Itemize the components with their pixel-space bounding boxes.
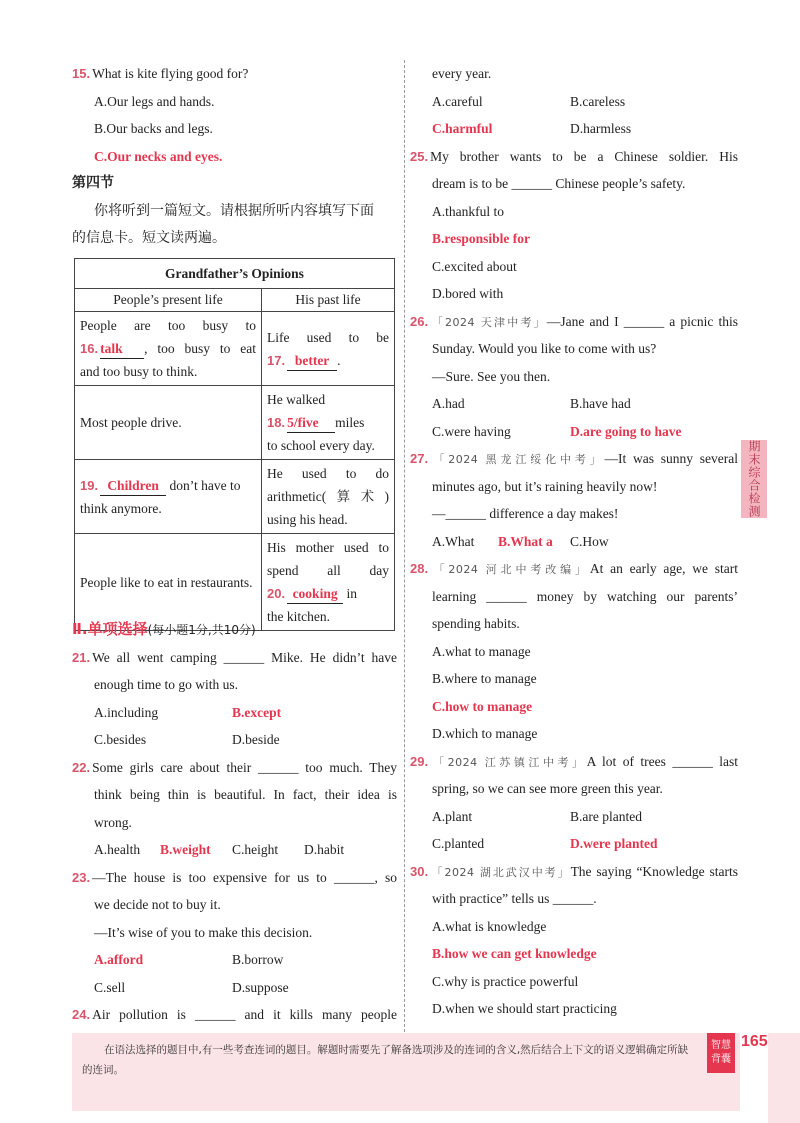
right-column: every year. A.careful B.careless C.harmful D.harmless 25. My brother wants to be a Chinese soldier. His dream is to be ______ Chinese people’s safety. A.thankful to B.responsible for C.excited about D.bored with 26. 「2024 天津中考」—Jane and I ______ a picnic this Sunday. Would you like to come with us? —Sure. See you then. A.had B.have had C.were having D.are going to have 27. 「2024 黑龙江绥化中考」—It was sunny several minutes ago, but it’s raining heavily now! —______ difference a day makes! A.What B.What a C.How 28. 「2024 河北中考改编」At an early age, we start learning ______ money by watching our parents’ spending habits. A.what to manage B.where to manage C.how to manage D.which to manage 29. 「2024 江苏镇江中考」A lot of trees ______ last spring, so we can see more green this year. A.plant B.are planted C.planted D.were planted 30. 「2024 湖北武汉中考」The saying “Knowledge starts with practice” tells us ______. A.what is knowledge B.how we can get knowledge C.why is practice powerful D.when we should start practicing [410,66,739,1016]
q27-options: A.What B.What a C.How [432,533,609,549]
info-card-table [74,258,395,631]
q22-options: A.health B.weight C.height D.habit [94,842,345,857]
question-26: 26. 「2024 天津中考」—Jane and I ______ a picnic this [410,313,738,329]
table-header-past: His past life [262,289,395,312]
question-27: 27. 「2024 黑龙江绥化中考」—It was sunny several [410,451,738,466]
answer-17: better [287,352,337,371]
question-15: 15. What is kite flying good for? [72,66,249,81]
table-cell: Most people drive. [75,386,262,460]
question-24: 24. Air pollution is ______ and it kills many people [72,1007,397,1022]
question-30: 30. 「2024 湖北武汉中考」The saying “Knowledge starts [410,863,738,879]
table-title: Grandfather’s Opinions [75,259,395,289]
question-22: 22. Some girls care about their ______ too much. They [72,759,397,775]
q15-option-b: B.Our backs and legs. [94,121,213,136]
q23-options: A.afford B.borrow [94,952,284,967]
section-2-header: Ⅱ.单项选择(每小题1分,共10分) [72,620,256,638]
question-29: 29. 「2024 江苏镇江中考」A lot of trees ______ last [410,753,739,769]
table-cell: People like to eat in restaurants. [75,534,262,631]
answer-16: talk [100,340,144,359]
question-28: 28. 「2024 河北中考改编」At an early age, we start [410,561,738,576]
question-23: 23. —The house is too expensive for us to ______, so [72,869,397,885]
tip-badge: 智慧背囊 [707,1033,735,1073]
chapter-side-tab: 期末综合检测 [741,440,767,518]
page-number: 165 [741,1033,768,1050]
left-column-lower: Ⅱ.单项选择(每小题1分,共10分) 21. We all went camping ______ Mike. He didn’t have enough time to go with us. A.including B.except C.besides D.beside 22. Some girls care about their ______ too much. They think being thin is beautiful. In fact, their idea is wrong. A.health B.weight C.height D.habit 23. —The house is too expensive for us to ______, so we decide not to buy it. —It’s wise of you to make this decision. A.afford B.borrow C.sell D.suppose 24. Air pollution is ______ and it kills many people [72,616,397,1029]
q24-options: A.careful B.careless [432,93,626,109]
column-divider [404,60,405,1032]
answer-19: Children [100,477,166,496]
q15-option-a: A.Our legs and hands. [94,93,215,109]
q29-options: A.plant B.are planted [432,808,642,824]
question-25: 25. My brother wants to be a Chinese soldier. His [410,148,738,164]
table-cell: Life used to be 17. better . [262,312,395,386]
answer-18: 5/five [287,414,335,433]
question-21: 21. We all went camping ______ Mike. He didn’t have [72,649,397,665]
footer-edge [768,1033,800,1123]
left-column [72,60,397,253]
q15-option-c: C.Our necks and eyes. [94,148,223,164]
q21-options: A.including B.except [94,704,282,720]
q26-options: A.had B.have had [432,396,631,411]
table-header-present: People’s present life [75,289,262,312]
footer-tip-text: 在语法选择的题目中,有一些考查连词的题目。解题时需要先了解备选项涉及的连词的含义,然后结合上下文的语义逻辑确定所缺的连词。 [82,1044,689,1076]
part4-instruction-2: 的信息卡。短文读两遍。 [72,230,226,246]
table-cell: He walked 18. 5/five miles to school every day. [262,386,395,460]
table-cell: He used to do arithmetic(算术) using his head. [262,460,395,534]
table-cell: 19. Children don’t have to think anymore. [75,460,262,534]
table-cell: His mother used to spend all day 20. cooking in the kitchen. [262,534,395,631]
answer-20: cooking [287,585,343,604]
table-cell: People are too busy to 16. talk , too busy to eat and too busy to think. [75,312,262,386]
part4-instruction-1: 你将听到一篇短文。请根据所听内容填写下面 [94,202,374,219]
part4-title: 第四节 [72,175,114,191]
